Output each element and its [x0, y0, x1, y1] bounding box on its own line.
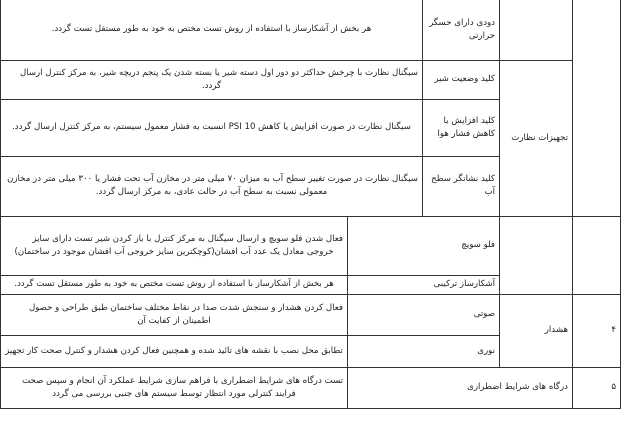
emergency-number: ۵ [573, 367, 621, 408]
air-pressure-item: کلید افزایش یا کاهش فشار هوا [423, 99, 500, 156]
monitoring-equipment-category: تجهیزات نظارت [500, 60, 573, 216]
alarm-category: هشدار [500, 294, 573, 367]
valve-status-item: کلید وضعیت شیر [423, 60, 500, 99]
table-row [1, 0, 621, 60]
water-level-desc: سیگنال نظارت در صورت تغییر سطح آب به میزان ۷۰ میلی متر در مخازن آب تحت فشار یا ۳۰۰ میلی متر در مخازن معمولی نسبت به سطح آب در حالت عادی، به مرکز ارسال گردد. [1, 156, 423, 216]
combined-detector-item: آشکارساز ترکیبی [348, 275, 500, 294]
valve-status-desc: سیگنال نظارت با چرخش حداکثر دو دور اول دسته شیر یا بسته شدن یک پنجم دریچه شیر، به مرکز کنترل ارسال گردد. [1, 60, 423, 99]
alarm-number: ۴ [573, 294, 621, 367]
combined-detector-desc: هر بخش از آشکارساز با استفاده از روش تست مختص به خود به طور مستقل تست گردد. [1, 275, 348, 294]
smoke-detector-desc: هر بخش از آشکارساز با استفاده از روش تست مختص به خود به طور مستقل تست گردد. [1, 0, 423, 60]
visual-alarm-desc: تطابق محل نصب با نقشه های تائید شده و همچنین فعال کردن هشدار و کنترل صحت کار تجهیز [1, 335, 348, 367]
emergency-desc: تست درگاه های شرایط اضطراری با فراهم سازی شرایط عملکرد آن انجام و سپس صحت فرایند کنترلی مورد انتظار توسط سیستم های جنبی بررسی می گردد [1, 367, 348, 408]
audible-alarm-item: صوتی [348, 294, 500, 335]
table-row [1, 216, 621, 275]
category-cell [500, 0, 573, 60]
emergency-category: درگاه های شرایط اضطراری [348, 367, 573, 408]
table-row [1, 60, 621, 99]
category-cell [500, 216, 573, 294]
visual-alarm-item: نوری [348, 335, 500, 367]
water-level-item: کلید نشانگر سطح آب [423, 156, 500, 216]
smoke-detector-item: دودی دارای حسگر حرارتی [423, 0, 500, 60]
table-row [1, 294, 621, 335]
table-row [1, 367, 621, 408]
row-number-cell [573, 0, 621, 216]
flow-switch-desc: فعال شدن فلو سویچ و ارسال سیگنال به مرکز کنترل با باز کردن شیر تست دارای سایز خروجی معادل یک عدد آب افشان(کوچکترین سایز خروجی آب افشان موجود در ساختمان) [1, 216, 348, 275]
air-pressure-desc: سیگنال نظارت در صورت افزایش یا کاهش 10 PSI انسبت به فشار معمول سیستم، به مرکز کنترل ارسال گردد. [1, 99, 423, 156]
audible-alarm-desc: فعال کردن هشدار و سنجش شدت صدا در نقاط مختلف ساختمان طبق طراحی و حصول اطمینان از کفایت آن [1, 294, 348, 335]
row-number-cell [573, 216, 621, 294]
flow-switch-item: فلو سویچ [348, 216, 500, 275]
